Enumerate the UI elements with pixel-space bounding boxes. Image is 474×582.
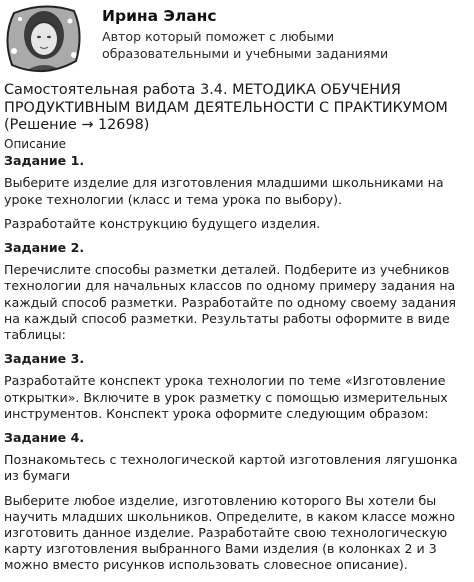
task-heading: Задание 4. xyxy=(4,430,85,446)
task-paragraph: Разработайте конструкцию будущего изделия. xyxy=(4,215,321,231)
author-description: Автор который поможет с любыми образовательными и учебными заданиями xyxy=(102,29,389,61)
task-paragraph: Выберите изделие для изготовления младшими школьниками на уроке технологии (класс и тема урока по выбору). xyxy=(4,175,444,207)
work-title-text: Самостоятельная работа 3.4. МЕТОДИКА ОБУЧЕНИЯ ПРОДУКТИВНЫМ ВИДАМ ДЕЯТЕЛЬНОСТИ С ПРАКТИКУМОМ xyxy=(4,82,448,116)
author-card xyxy=(0,0,474,80)
task-heading: Задание 2. xyxy=(4,240,85,256)
work-title xyxy=(4,82,472,135)
task-paragraph: Познакомьтесь с технологической картой изготовления лягушонка из бумаги xyxy=(4,452,458,484)
task-paragraph: Разработайте конспект урока технологии по теме «Изготовление открытки». Включите в урок разметку с помощью измерительных инструментов. Конспект урока оформите следующим образом: xyxy=(4,373,448,421)
avatar-portrait-icon[interactable] xyxy=(4,3,84,77)
author-name[interactable]: Ирина Эланс xyxy=(102,7,217,25)
description-label: Описание xyxy=(4,137,67,151)
task-paragraph: Перечислите способы разметки деталей. Подберите из учебников технологии для начальных классов по одному примеру задания на каждый способ разметки. Разработайте по одному своему задания на каждый способ разметки. Результаты работы оформите в виде таблицы: xyxy=(4,262,456,343)
task-heading: Задание 1. xyxy=(4,153,85,169)
solution-link[interactable]: (Решение → 12698) xyxy=(4,117,150,133)
work-description xyxy=(4,136,472,582)
task-paragraph: Выберите любое изделие, изготовлению которого Вы хотели бы научить младших школьников. Определите, в каком классе можно изготовить данное изделие. Разработайте свою технологическую карту изготовления выбранного Вами изделия (в колонках 2 и 3 можно вместо рисунков использовать словесное описание). xyxy=(4,492,456,573)
task-heading: Задание 3. xyxy=(4,351,85,367)
